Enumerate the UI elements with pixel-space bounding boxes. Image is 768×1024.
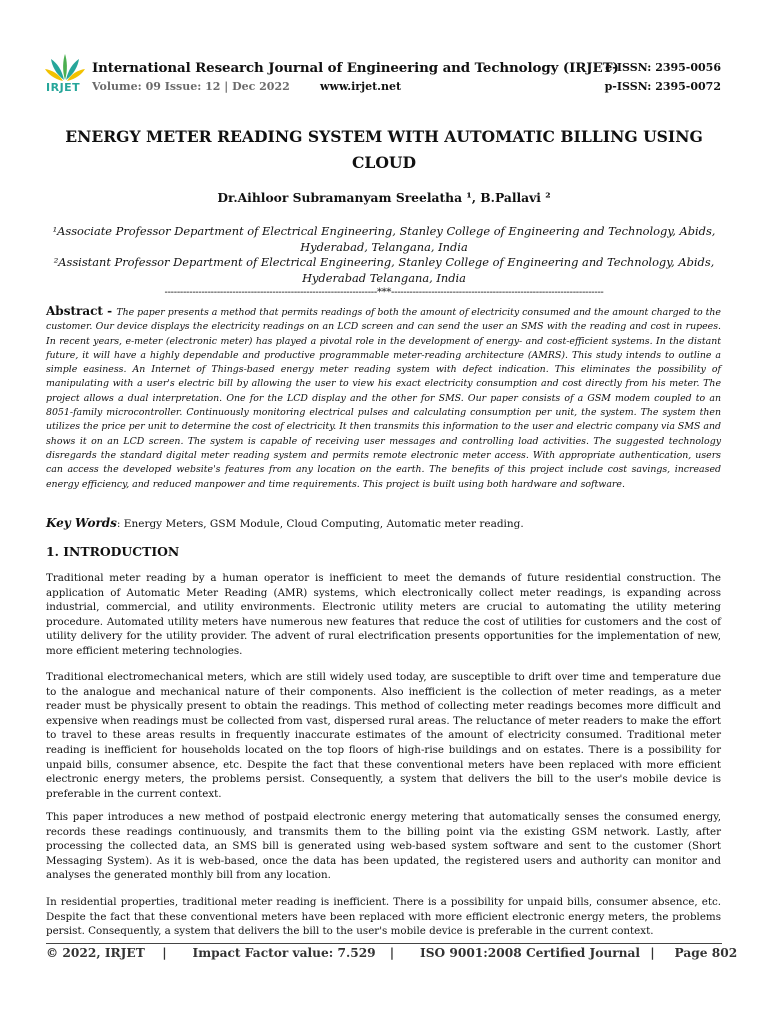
keywords-text: : Energy Meters, GSM Module, Cloud Computing, Automatic meter reading. bbox=[116, 518, 524, 530]
section-divider: ---------------------------------------------------------------------***--------------------------------------------------------------------- bbox=[164, 287, 604, 298]
journal-title: International Research Journal of Engineering and Technology (IRJET) bbox=[92, 60, 619, 76]
footer-separator: | bbox=[389, 946, 395, 960]
footer-impact-factor: Impact Factor value: 7.529 bbox=[192, 946, 376, 960]
page-footer bbox=[46, 946, 738, 960]
footer-separator: | bbox=[650, 946, 655, 960]
e-issn: e-ISSN: 2395-0056 bbox=[605, 61, 721, 74]
footer-rule bbox=[46, 943, 722, 944]
abstract-label: Abstract - bbox=[46, 304, 117, 318]
body-paragraph: This paper introduces a new method of postpaid electronic energy metering that automatically senses the consumed energy, records these readings continuously, and transmits them to the billing point via the existing GSM network. Lastly, after processing the collected data, an SMS bill is generated using web-based system software and sent to the customer (Short Messaging System). As it is web-based, once the data has been updated, the registered users and authority can monitor and analyses the generated monthly bill from any location. bbox=[46, 811, 721, 882]
footer-iso: ISO 9001:2008 Certified Journal bbox=[420, 946, 641, 960]
affiliation-1: ¹Associate Professor Department of Electrical Engineering, Stanley College of Engineering and Technology, Abids, Hyderabad, Telangana, India bbox=[52, 224, 716, 254]
body-paragraph: Traditional meter reading by a human operator is inefficient to meet the demands of future residential construction. The application of Automatic Meter Reading (AMR) systems, which electronically collect meter readings, is expanding across industrial, commercial, and utility environments. Electronic utility meters are crucial to automating the utility metering procedure. Automated utility meters have numerous new features that reduce the cost of utilities for customers and the cost of utility delivery for the utility provider. The advent of rural electrification presents opportunities for the implementation of new, more efficient metering technologies. bbox=[46, 572, 721, 657]
irjet-logo-icon bbox=[42, 50, 88, 96]
keywords bbox=[46, 516, 721, 530]
volume-issue: Volume: 09 Issue: 12 | Dec 2022 bbox=[92, 80, 290, 93]
footer-separator: | bbox=[162, 946, 167, 960]
footer-page-number: Page 802 bbox=[674, 946, 738, 960]
paper-authors: Dr.Aihloor Subramanyam Sreelatha ¹, B.Pallavi ² bbox=[217, 190, 551, 205]
keywords-label: Key Words bbox=[46, 516, 117, 530]
body-paragraph: Traditional electromechanical meters, which are still widely used today, are susceptible to drift over time and temperature due to the analogue and mechanical nature of their components. Also inefficient is the collection of meter readings, as a meter reader must be physically present to obtain the readings. This method of collecting meter readings becomes more difficult and expensive when readings must be collected from vast, dispersed rural areas. The reluctance of meter readers to make the effort to travel to these areas results in frequently inaccurate estimates of the amount of electricity consumed. Traditional meter reading is inefficient for households located on the top floors of high-rise buildings and on estates. There is a possibility for unpaid bills, consumer absence, etc. Despite the fact that these conventional meters have been replaced with more efficient electronic energy meters, the problems persist. Consequently, a system that delivers the bill to the user's mobile device is preferable in the current context. bbox=[46, 671, 721, 800]
journal-website-link[interactable]: www.irjet.net bbox=[320, 80, 402, 93]
paper-title: ENERGY METER READING SYSTEM WITH AUTOMATIC BILLING USING CLOUD bbox=[65, 127, 703, 172]
body-paragraph: In residential properties, traditional meter reading is inefficient. There is a possibility for unpaid bills, consumer absence, etc. Despite the fact that these conventional meters have been replaced with more efficient electronic energy meters, the problems persist. Consequently, a system that delivers the bill to the user's mobile device is preferable in the current context. bbox=[46, 896, 721, 938]
footer-copyright: © 2022, IRJET bbox=[46, 946, 145, 960]
logo-text: IRJET bbox=[46, 81, 81, 94]
abstract bbox=[46, 304, 721, 492]
affiliation-2: ²Assistant Professor Department of Electrical Engineering, Stanley College of Engineering and Technology, Abids, Hyderabad Telangana, India bbox=[53, 255, 715, 285]
p-issn: p-ISSN: 2395-0072 bbox=[604, 80, 721, 93]
section-heading-introduction: 1. INTRODUCTION bbox=[46, 544, 180, 559]
abstract-text: The paper presents a method that permits readings of both the amount of electricity consumed and the amount charged to the customer. Our device displays the electricity readings on an LCD screen and can send the user an SMS with the reading and cost in rupees. In recent years, e-meter (electronic meter) has played a pivotal role in the development of energy- and cost-efficient systems. In the distant future, it will have a highly dependable and productive programmable meter-reading architecture (AMRS). This study intends to outline a simple easiness. An Internet of Things-based energy meter reading system with defect indication. This eliminates the possibility of manipulating with a user's electric bill by allowing the user to view his exact electricity consumption and cost directly from his meter. The project allows a dual interpretation. One for the LCD display and the other for SMS. Our paper consists of a GSM modem coupled to an 8051-family microcontroller. Continuously monitoring electrical pulses and calculating consumption per unit, the system. The system then utilizes the price per unit to determine the cost of electricity. It then transmits this information to the user and electric company via SMS and shows it on an LCD screen. The system is capable of receiving user messages and controlling load activities. The suggested technology disregards the standard digital meter reading system and permits remote electronic meter access. With appropriate authentication, users can access the developed website's features from any location on the earth. The benefits of this project include cost savings, increased energy efficiency, and reduced manpower and time requirements. This project is built using both hardware and software. bbox=[46, 307, 721, 490]
